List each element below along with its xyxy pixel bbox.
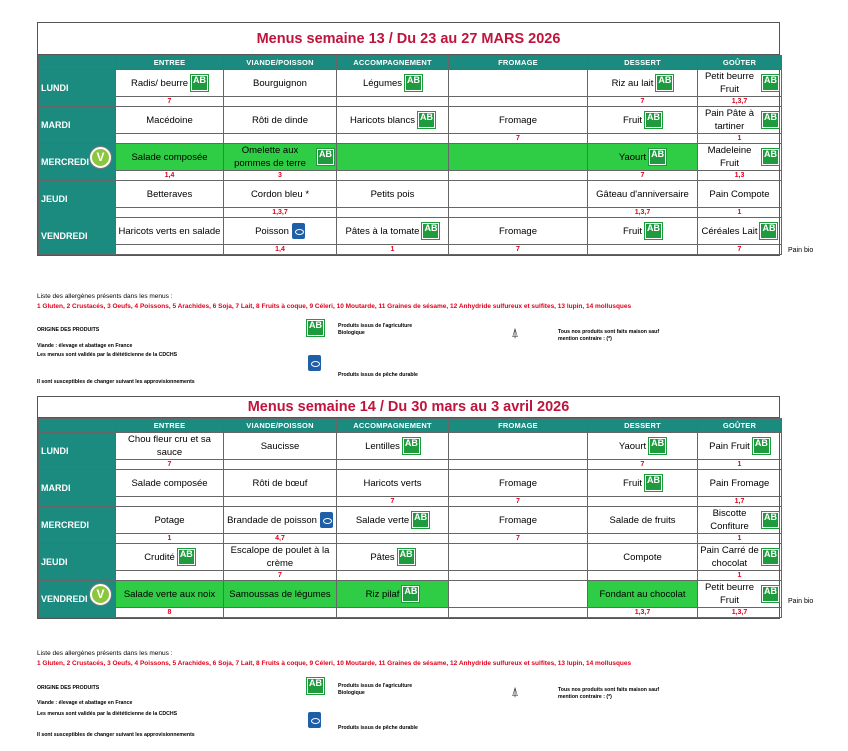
dish-cell: Gâteau d'anniversaire <box>588 181 698 208</box>
dish-cell: Légumes AB <box>337 70 449 97</box>
dish-cell: Fromage <box>449 218 588 245</box>
vegetarian-badge-icon: V <box>90 147 111 168</box>
homemade-note: Tous nos produits sont faits maison sauf mention contraire : (*) <box>558 687 660 700</box>
dish-cell: Haricots verts <box>337 470 449 497</box>
dish-cell: Pain Fromage <box>698 470 782 497</box>
week14-block <box>37 396 780 619</box>
dish-cell: Lentilles AB <box>337 433 449 460</box>
dish-cell: Fruit AB <box>588 107 698 134</box>
ab-bio-icon: AB <box>402 586 419 602</box>
dish-cell: Poisson <box>224 218 337 245</box>
ab-bio-icon: AB <box>307 678 324 694</box>
week13-table: ENTREE VIANDE/POISSON ACCOMPAGNEMENT FROMAGE DESSERT GOÛTER LUNDI Radis/ beurre AB Bourguignon Légumes AB Riz au lait AB Petit beurre Fruit AB 7 7 1,3,7 MARDI Macédoine Rôti de dinde Haricots blancs AB Fromage Fruit AB Pain Pâte à tartiner AB 7 1 MERCREDI V Salade composée Omelette aux pommes de terre AB Yaourt AB Madeleine Fruit AB 1,4 3 7 1,3 JEUDI Betteraves Cordon bleu * Petits pois Gâteau d'anniversaire Pain Compote 1,3,7 1,3,7 1 VENDREDI Haricots verts en salade Poisson Pâtes à la tomate AB Fromage Fruit AB Céréales Lait AB 1,4 1 7 7 <box>38 55 782 255</box>
dish-cell: Betteraves <box>116 181 224 208</box>
ab-bio-icon: AB <box>422 223 439 239</box>
ab-bio-icon: AB <box>191 75 208 91</box>
dish-cell: Cordon bleu * <box>224 181 337 208</box>
dish-cell: Potage <box>116 507 224 534</box>
dish-cell: Compote <box>588 544 698 571</box>
col-fromage: FROMAGE <box>449 56 588 70</box>
fish-label: Produits issus de pêche durable <box>338 725 418 731</box>
dish-cell: Yaourt AB <box>588 144 698 171</box>
col-viande: VIANDE/POISSON <box>224 419 337 433</box>
dish-cell: Madeleine Fruit AB <box>698 144 782 171</box>
dish-cell: Saucisse <box>224 433 337 460</box>
col-dessert: DESSERT <box>588 419 698 433</box>
dish-cell <box>449 433 588 460</box>
dish-cell: Rôti de bœuf <box>224 470 337 497</box>
dish-cell: Pain Pâte à tartiner AB <box>698 107 782 134</box>
dish-cell: Petits pois <box>337 181 449 208</box>
day-jeudi: JEUDI <box>39 181 116 218</box>
msc-fish-icon <box>320 512 333 528</box>
day-mercredi: MERCREDI V <box>39 144 116 181</box>
allergen-list: 1 Gluten, 2 Crustacés, 3 Oeufs, 4 Poissons, 5 Arachides, 6 Soja, 7 Lait, 8 Fruits à coque, 9 Céleri, 10 Moutarde, 11 Graines de sésame, 12 Anhydride sulfureux et sulfites, 13 lupin, 14 mollusques <box>37 660 632 667</box>
ab-bio-icon: AB <box>656 75 673 91</box>
allergen-cell <box>224 97 337 107</box>
origin-title: ORIGINE DES PRODUITS <box>37 685 100 691</box>
allergen-cell: 7 <box>116 97 224 107</box>
dish-cell: Pain Carré de chocolat AB <box>698 544 782 571</box>
origin-title: ORIGINE DES PRODUITS <box>37 327 100 333</box>
day-lundi: LUNDI <box>39 70 116 107</box>
ab-bio-icon: AB <box>317 149 334 165</box>
day-jeudi: JEUDI <box>39 544 116 581</box>
col-fromage: FROMAGE <box>449 419 588 433</box>
day-vendredi: VENDREDI <box>39 218 116 255</box>
msc-fish-icon <box>308 712 321 728</box>
origin-meat: Viande : élevage et abattage en France <box>37 700 133 706</box>
fish-label: Produits issus de pêche durable <box>338 372 418 378</box>
ab-bio-icon: AB <box>412 512 429 528</box>
ab-bio-icon: AB <box>762 149 779 165</box>
bio-label: Produits issus de l'agriculture Biologique <box>338 323 413 336</box>
dish-cell: Pain Compote <box>698 181 782 208</box>
ab-bio-icon: AB <box>649 149 666 165</box>
week13-title: Menus semaine 13 / Du 23 au 27 MARS 2026 <box>38 23 779 55</box>
ab-bio-icon: AB <box>760 223 777 239</box>
dish-cell: Biscotte Confiture AB <box>698 507 782 534</box>
week14-table: ENTREE VIANDE/POISSON ACCOMPAGNEMENT FROMAGE DESSERT GOÛTER LUNDI Chou fleur cru et sa sauce Saucisse Lentilles AB Yaourt AB Pain Fruit AB 7 7 1 MARDI Salade composée Rôti de bœuf Haricots verts Fromage Fruit AB Pain Fromage 7 7 1,7 MERCREDI Potage Brandade de poisson Salade verte AB Fromage Salade de fruits Biscotte Confiture AB 1 4,7 7 1 JEUDI Crudité AB Escalope de poulet à la crème Pâtes AB Compote Pain Carré de chocolat AB 7 1 VENDREDI V Salade verte aux noix Samoussas de légumes Riz pilaf AB Fondant au chocolat Petit beurre Fruit AB 8 1,3,7 1,3,7 <box>38 418 782 618</box>
dish-cell: Crudité AB <box>116 544 224 571</box>
allergen-cell: 1,3,7 <box>698 97 782 107</box>
col-entree: ENTREE <box>116 56 224 70</box>
dish-cell: Salade composée <box>116 470 224 497</box>
corner-cell <box>39 56 116 70</box>
ab-bio-icon: AB <box>762 512 779 528</box>
homemade-icon: ⍋ <box>511 325 519 340</box>
col-dessert: DESSERT <box>588 56 698 70</box>
col-gouter: GOÛTER <box>698 419 782 433</box>
subject-change: Il sont susceptibles de changer suivant les approvisionnements <box>37 379 195 385</box>
msc-fish-icon <box>308 355 321 371</box>
dish-cell: Radis/ beurre AB <box>116 70 224 97</box>
dish-cell: Pâtes à la tomate AB <box>337 218 449 245</box>
dish-cell: Fruit AB <box>588 218 698 245</box>
ab-bio-icon: AB <box>762 586 779 602</box>
subject-change: Il sont susceptibles de changer suivant les approvisionnements <box>37 732 195 738</box>
ab-bio-icon: AB <box>403 438 420 454</box>
col-gouter: GOÛTER <box>698 56 782 70</box>
ab-bio-icon: AB <box>405 75 422 91</box>
ab-bio-icon: AB <box>645 112 662 128</box>
ab-bio-icon: AB <box>762 549 779 565</box>
dish-cell <box>449 144 588 171</box>
dish-cell: Fromage <box>449 470 588 497</box>
dish-cell: Fruit AB <box>588 470 698 497</box>
col-viande: VIANDE/POISSON <box>224 56 337 70</box>
dish-cell: Chou fleur cru et sa sauce <box>116 433 224 460</box>
col-entree: ENTREE <box>116 419 224 433</box>
dish-cell: Salade composée <box>116 144 224 171</box>
col-accompagnement: ACCOMPAGNEMENT <box>337 419 449 433</box>
ab-bio-icon: AB <box>645 223 662 239</box>
dish-cell: Fromage <box>449 507 588 534</box>
dish-cell: Pain Fruit AB <box>698 433 782 460</box>
dish-cell: Yaourt AB <box>588 433 698 460</box>
ab-bio-icon: AB <box>649 438 666 454</box>
validated-note: Les menus sont validés par la diététicienne de la CDCHS <box>37 711 178 717</box>
ab-bio-icon: AB <box>762 112 779 128</box>
dish-cell <box>449 70 588 97</box>
dish-cell: Salade verte AB <box>337 507 449 534</box>
col-accompagnement: ACCOMPAGNEMENT <box>337 56 449 70</box>
week13-block <box>37 22 780 256</box>
dish-cell: Petit beurre Fruit AB <box>698 581 782 608</box>
dish-cell: Haricots blancs AB <box>337 107 449 134</box>
day-vendredi: VENDREDI V <box>39 581 116 618</box>
dish-cell: Pâtes AB <box>337 544 449 571</box>
bio-label: Produits issus de l'agriculture Biologique <box>338 683 413 696</box>
dish-cell <box>449 181 588 208</box>
dish-cell: Salade de fruits <box>588 507 698 534</box>
ab-bio-icon: AB <box>762 75 779 91</box>
day-lundi: LUNDI <box>39 433 116 470</box>
dish-cell: Petit beurre Fruit AB <box>698 70 782 97</box>
dish-cell <box>449 544 588 571</box>
ab-bio-icon: AB <box>645 475 662 491</box>
ab-bio-icon: AB <box>178 549 195 565</box>
allergen-cell <box>337 97 449 107</box>
msc-fish-icon <box>292 223 305 239</box>
dish-cell: Fondant au chocolat <box>588 581 698 608</box>
homemade-icon: ⍋ <box>511 684 519 699</box>
day-mercredi: MERCREDI <box>39 507 116 544</box>
dish-cell: Macédoine <box>116 107 224 134</box>
vegetarian-badge-icon: V <box>90 584 111 605</box>
week14-title: Menus semaine 14 / Du 30 mars au 3 avril 2026 <box>38 397 779 418</box>
day-mardi: MARDI <box>39 470 116 507</box>
dish-cell: Céréales Lait AB <box>698 218 782 245</box>
dish-cell: Riz pilaf AB <box>337 581 449 608</box>
dish-cell: Bourguignon <box>224 70 337 97</box>
dish-cell: Samoussas de légumes <box>224 581 337 608</box>
validated-note: Les menus sont validés par la diététicienne de la CDCHS <box>37 352 178 358</box>
allergen-cell <box>449 97 588 107</box>
homemade-note: Tous nos produits sont faits maison sauf mention contraire : (*) <box>558 329 660 342</box>
allergen-list: 1 Gluten, 2 Crustacés, 3 Oeufs, 4 Poissons, 5 Arachides, 6 Soja, 7 Lait, 8 Fruits à coque, 9 Céleri, 10 Moutarde, 11 Graines de sésame, 12 Anhydride sulfureux et sulfites, 13 lupin, 14 mollusques <box>37 303 632 310</box>
dish-cell: Brandade de poisson <box>224 507 337 534</box>
dish-cell: Riz au lait AB <box>588 70 698 97</box>
dish-cell: Salade verte aux noix <box>116 581 224 608</box>
side-note: Pain bio <box>788 247 814 254</box>
allergen-title: Liste des allergènes présents dans les menus : <box>37 293 173 300</box>
dish-cell: Escalope de poulet à la crème <box>224 544 337 571</box>
dish-cell: Fromage <box>449 107 588 134</box>
allergen-title: Liste des allergènes présents dans les menus : <box>37 650 173 657</box>
dish-cell: Omelette aux pommes de terre AB <box>224 144 337 171</box>
side-note: Pain bio <box>788 598 814 605</box>
dish-cell: Rôti de dinde <box>224 107 337 134</box>
day-mardi: MARDI <box>39 107 116 144</box>
ab-bio-icon: AB <box>753 438 770 454</box>
ab-bio-icon: AB <box>418 112 435 128</box>
dish-cell: Haricots verts en salade <box>116 218 224 245</box>
origin-meat: Viande : élevage et abattage en France <box>37 343 133 349</box>
ab-bio-icon: AB <box>398 549 415 565</box>
allergen-cell: 7 <box>588 97 698 107</box>
ab-bio-icon: AB <box>307 320 324 336</box>
dish-cell <box>449 581 588 608</box>
dish-cell <box>337 144 449 171</box>
